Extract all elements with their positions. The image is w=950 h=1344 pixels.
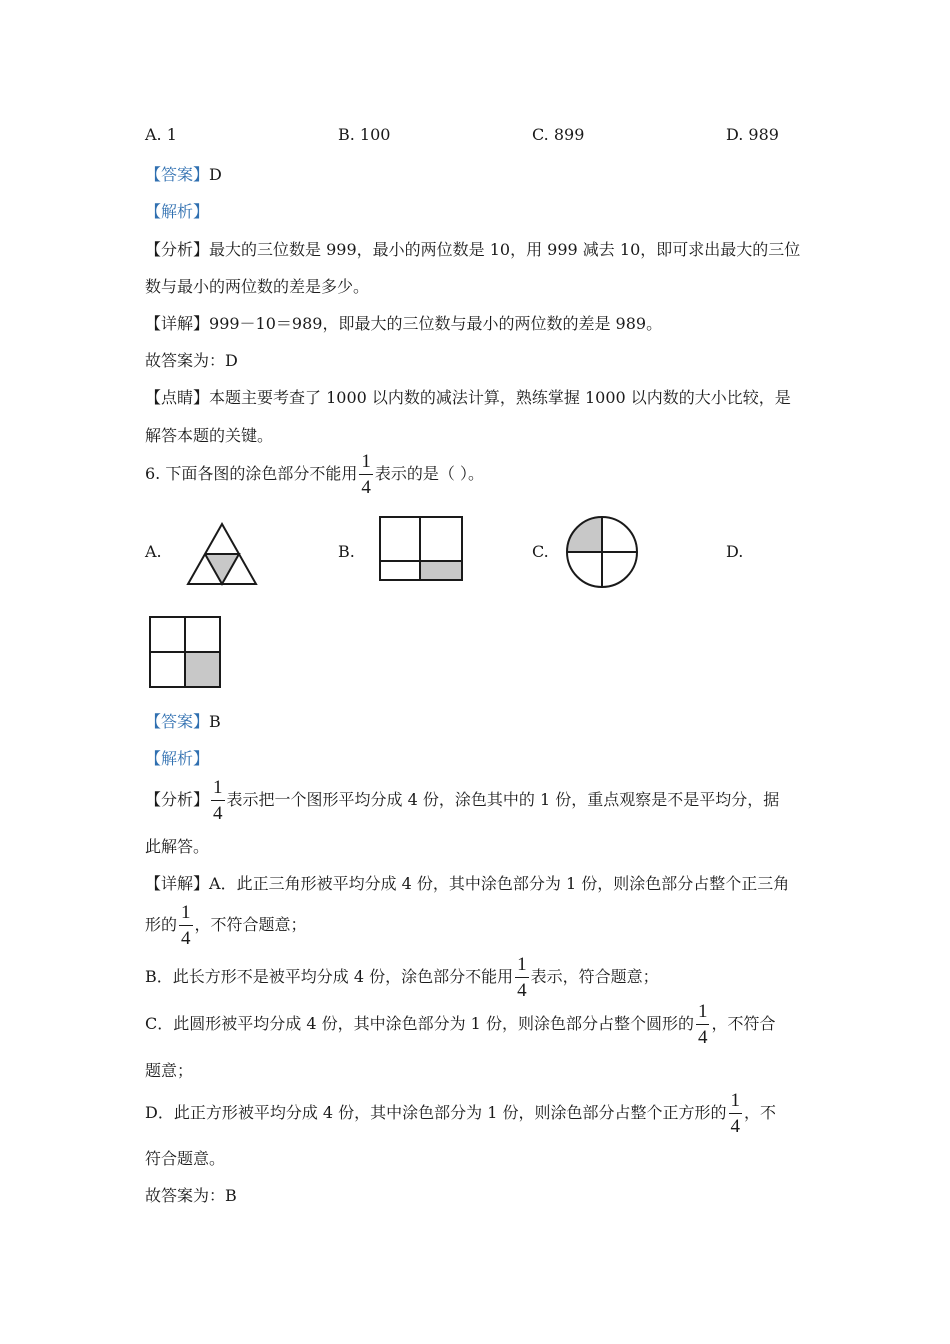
q5-option-d: D. 989 xyxy=(726,125,779,144)
fraction-one-quarter xyxy=(696,1002,710,1047)
q6-line-d2: 符合题意。 xyxy=(145,1149,226,1168)
line-text-end: ，不符合题意； xyxy=(194,915,307,934)
frac-den: 4 xyxy=(361,477,371,498)
q5-option-b: B. 100 xyxy=(338,125,391,144)
q6-conclusion: 故答案为：B xyxy=(145,1186,237,1205)
q6-option-b: B. xyxy=(338,542,355,561)
q6-stem xyxy=(145,452,484,497)
q6-option-a: A. xyxy=(145,542,162,561)
frac-num: 1 xyxy=(729,1091,743,1114)
line-text-end: 表示，符合题意； xyxy=(530,967,659,986)
q6-line-c2: 题意； xyxy=(145,1061,194,1080)
fenxi-text: 最大的三位数是 999，最小的两位数是 10，用 999 减去 10，即可求出最大的三位 xyxy=(209,240,801,259)
q6-fenxi-line2: 此解答。 xyxy=(145,837,210,856)
q6-line-c xyxy=(145,1002,775,1047)
q6-xiangjie xyxy=(145,871,789,894)
line-text: C．此圆形被平均分成 4 份，其中涂色部分为 1 份，则涂色部分占整个圆形的 xyxy=(145,1014,694,1033)
q6-line-d xyxy=(145,1091,776,1136)
q6-xiangjie-line2 xyxy=(145,903,307,948)
fenxi-tag: 【分析】 xyxy=(145,240,210,259)
stem-text: 6. 下面各图的涂色部分不能用 xyxy=(145,464,358,483)
q5-dianjing xyxy=(145,385,791,408)
figure-a-triangle xyxy=(184,522,260,588)
q6-fenxi xyxy=(145,778,779,823)
xiangjie-text: 999－10＝989，即最大的三位数与最小的两位数的差是 989。 xyxy=(209,314,663,333)
stem-text-end: 表示的是（ ）。 xyxy=(374,464,484,483)
fenxi-tag: 【分析】 xyxy=(145,790,210,809)
line-text-end: ，不符合 xyxy=(711,1014,776,1033)
dianjing-text: 本题主要考查了 1000 以内数的减法计算，熟练掌握 1000 以内数的大小比较，是 xyxy=(209,388,791,407)
fraction-one-quarter xyxy=(359,452,373,497)
figure-b-rectangle xyxy=(378,515,464,583)
xiangjie-tag: 【详解】 xyxy=(145,314,210,333)
q5-conclusion: 故答案为：D xyxy=(145,351,238,370)
frac-den: 4 xyxy=(213,803,223,824)
q5-analysis-tag: 【解析】 xyxy=(145,202,210,221)
q6-option-c: C. xyxy=(532,542,549,561)
q6-analysis-tag: 【解析】 xyxy=(145,749,210,768)
figure-c-circle xyxy=(564,514,640,590)
q5-option-a: A. 1 xyxy=(145,125,177,144)
frac-den: 4 xyxy=(697,1027,708,1048)
xiangjie-text: A．此正三角形被平均分成 4 份，其中涂色部分为 1 份，则涂色部分占整个正三角 xyxy=(209,874,790,893)
frac-den: 4 xyxy=(181,928,191,949)
q6-line-b xyxy=(145,955,659,1000)
q5-fenxi-line2: 数与最小的两位数的差是多少。 xyxy=(145,277,370,296)
figure-d-square xyxy=(148,615,222,689)
dianjing-tag: 【点睛】 xyxy=(145,388,210,407)
q5-answer xyxy=(145,162,222,185)
q5-dianjing-line2: 解答本题的关键。 xyxy=(145,426,274,445)
answer-tag: 【答案】 xyxy=(145,712,210,731)
line-text: D．此正方形被平均分成 4 份，其中涂色部分为 1 份，则涂色部分占整个正方形的 xyxy=(145,1103,727,1122)
q5-fenxi xyxy=(145,237,800,260)
fraction-one-quarter xyxy=(515,955,529,1000)
xiangjie-tag: 【详解】 xyxy=(145,874,210,893)
frac-num: 1 xyxy=(211,778,225,801)
frac-num: 1 xyxy=(179,903,193,926)
q5-option-c: C. 899 xyxy=(532,125,585,144)
q6-option-d: D. xyxy=(726,542,744,561)
fraction-one-quarter xyxy=(179,903,193,948)
answer-value: B xyxy=(209,712,221,731)
line-text: B．此长方形不是被平均分成 4 份，涂色部分不能用 xyxy=(145,967,514,986)
fraction-one-quarter xyxy=(729,1091,743,1136)
fenxi-text: 表示把一个图形平均分成 4 份，涂色其中的 1 份，重点观察是不是平均分，据 xyxy=(226,790,780,809)
line-text-end: ，不 xyxy=(744,1103,777,1122)
q6-answer xyxy=(145,709,221,732)
q5-xiangjie xyxy=(145,311,662,334)
answer-value: D xyxy=(209,165,222,184)
frac-den: 4 xyxy=(730,1116,741,1137)
frac-num: 1 xyxy=(515,955,529,978)
frac-num: 1 xyxy=(359,452,373,475)
line-text: 形的 xyxy=(145,915,178,934)
fraction-one-quarter xyxy=(211,778,225,823)
frac-num: 1 xyxy=(696,1002,710,1025)
answer-tag: 【答案】 xyxy=(145,165,210,184)
frac-den: 4 xyxy=(517,980,527,1001)
